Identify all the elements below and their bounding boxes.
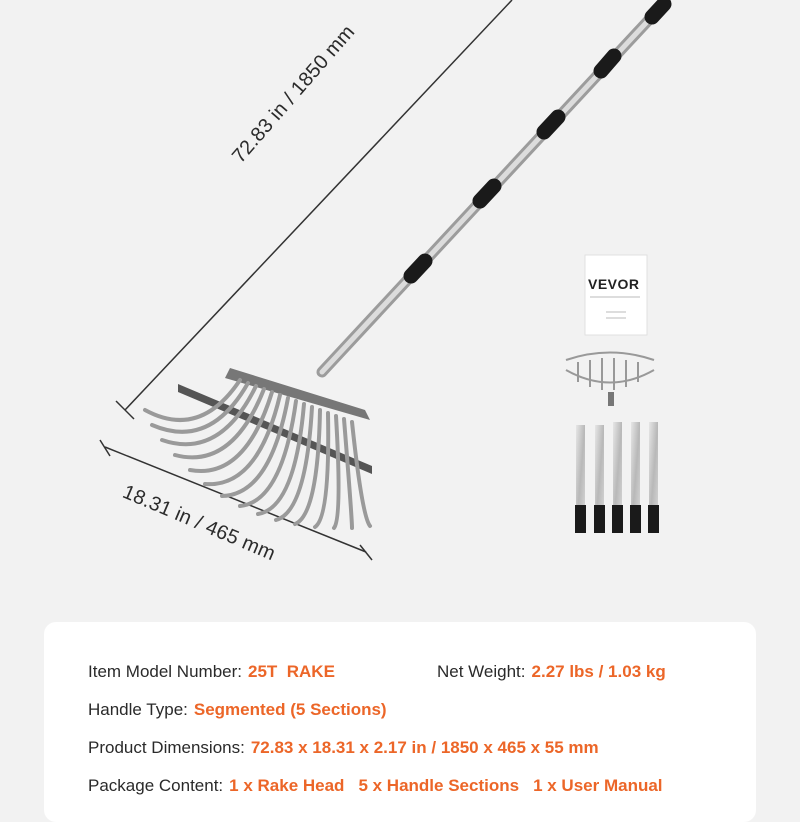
spec-card bbox=[44, 622, 756, 822]
spec-handle bbox=[88, 700, 387, 720]
small-rake-head bbox=[566, 353, 654, 407]
spec-weight-value: 2.27 lbs / 1.03 kg bbox=[531, 662, 666, 681]
spec-model bbox=[88, 662, 335, 682]
spec-package-label: Package Content: bbox=[88, 776, 224, 795]
spec-model-label: Item Model Number: bbox=[88, 662, 242, 681]
spec-dimensions-value: 72.83 x 18.31 x 2.17 in / 1850 x 465 x 55 mm bbox=[250, 738, 599, 757]
spec-dimensions bbox=[88, 738, 599, 758]
width-dimension-label: 18.31 in / 465 mm bbox=[119, 481, 279, 566]
spec-dimensions-label: Product Dimensions: bbox=[88, 738, 245, 757]
package-item-rake-head: 1 x Rake Head bbox=[229, 776, 345, 795]
length-dimension-label: 72.83 in / 1850 mm bbox=[228, 21, 360, 168]
spec-weight bbox=[437, 662, 666, 682]
spec-model-value: 25T RAKE bbox=[248, 662, 335, 681]
user-manual bbox=[585, 255, 647, 335]
package-item-user-manual: 1 x User Manual bbox=[533, 776, 663, 795]
spec-package bbox=[88, 776, 663, 796]
spec-handle-value: Segmented (5 Sections) bbox=[193, 700, 387, 719]
spec-weight-label: Net Weight: bbox=[437, 662, 526, 681]
package-item-handle-sections: 5 x Handle Sections bbox=[358, 776, 520, 795]
spec-handle-label: Handle Type: bbox=[88, 700, 188, 719]
handle-sections bbox=[575, 422, 659, 533]
manual-brand-logo: VEVOR bbox=[588, 276, 640, 292]
